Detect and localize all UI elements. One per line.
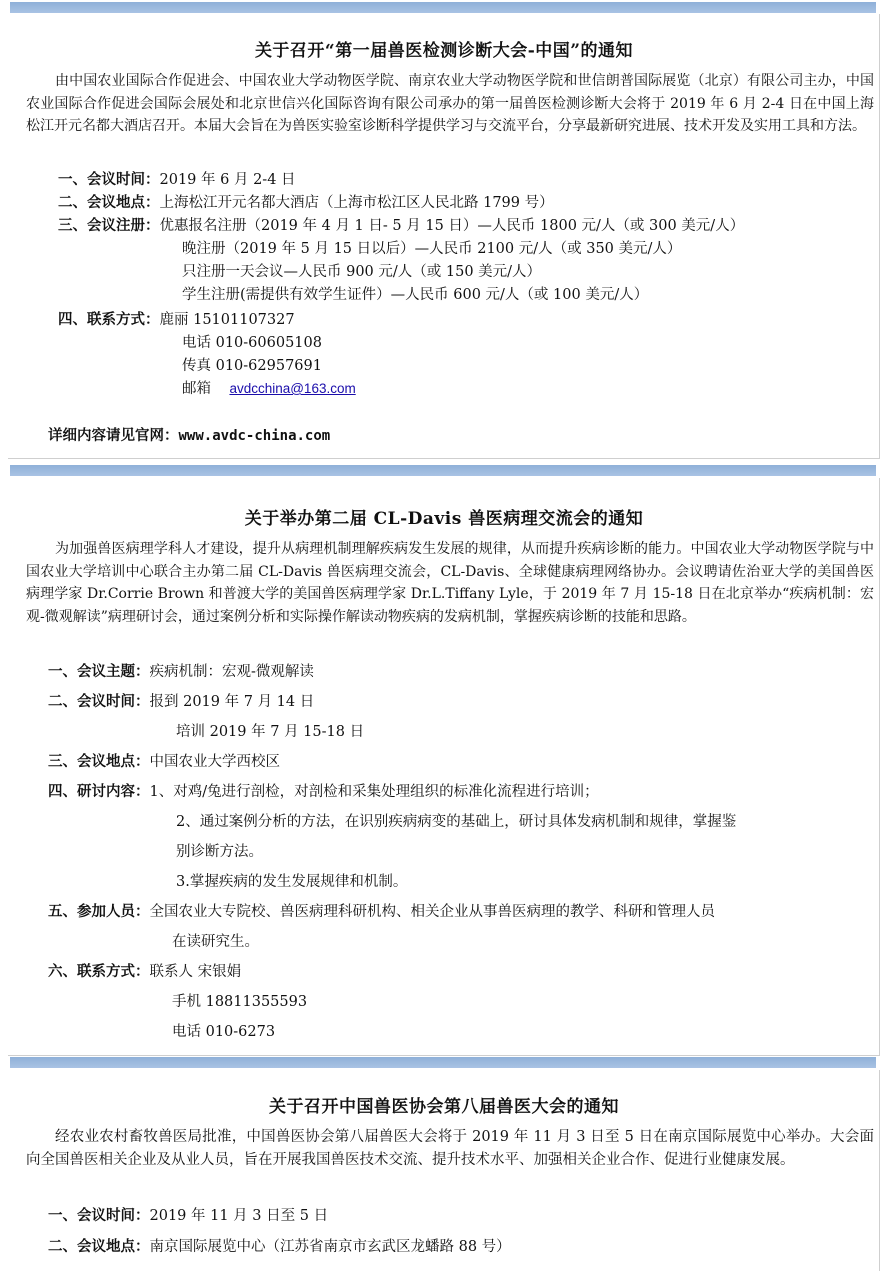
contact-name: 鹿丽 15101107327: [159, 312, 295, 328]
contact-name: 联系人 宋银娟: [149, 964, 242, 980]
field-value: 报到 2019 年 7 月 14 日: [149, 694, 315, 710]
email-label: 邮箱: [182, 381, 211, 397]
email-link[interactable]: avdcchina@163.com: [229, 381, 356, 396]
field-label: 四、联系方式：: [58, 311, 160, 328]
notice-3: [8, 1070, 880, 1271]
content-item: 3.掌握疾病的发生发展规律和机制。: [176, 874, 408, 890]
notice-title: 关于召开中国兽医协会第八届兽医大会的通知: [269, 1097, 619, 1117]
field-label: 二、会议地点：: [48, 1238, 150, 1255]
contact-phone: 电话 010-6273: [172, 1024, 276, 1040]
contact-row: [58, 308, 295, 329]
content-item: 1、对鸡/兔进行剖检，对剖检和采集处理组织的标准化流程进行培训；: [149, 784, 599, 800]
registration-row: [58, 214, 744, 235]
field-value: 疾病机制：宏观-微观解读: [149, 664, 314, 680]
field-value: 上海松江开元名都大酒店（上海市松江区人民北路 1799 号）: [159, 195, 554, 211]
website-label: 详细内容请见官网：: [48, 427, 179, 444]
contact-email-row: [182, 377, 356, 398]
registration-item: 优惠报名注册（2019 年 4 月 1 日- 5 月 15 日）—人民币 1800 元/人（或 300 美元/人）: [159, 218, 745, 234]
content-row: [48, 780, 599, 801]
website-url[interactable]: www.avdc-china.com: [178, 428, 331, 444]
registration-item: 只注册一天会议—人民币 900 元/人（或 150 美元/人）: [182, 264, 542, 280]
field-value: 南京国际展览中心（江苏省南京市玄武区龙蟠路 88 号）: [149, 1239, 511, 1255]
field-value: 全国农业大专院校、兽医病理科研机构、相关企业从事兽医病理的教学、科研和管理人员: [149, 904, 715, 920]
field-label: 二、会议地点：: [58, 194, 160, 211]
notice-intro: 由中国农业国际合作促进会、中国农业大学动物医学院、南京农业大学动物医学院和世信朗普国际展览（北京）有限公司主办，中国农业国际合作促进会国际会展处和北京世信兴化国际咨询有限公司承办的第一届兽医检测诊断大会将于 2019 年 6 月 2-4 日在中国上海松江开元名都大酒店召开。本届大会旨在为兽医实验室诊断科学提供学习与交流平台，分享最新研究进展、技术开发及实用工具和方法。: [26, 73, 874, 134]
field-value: 中国农业大学西校区: [149, 754, 280, 770]
notice-title: 关于举办第二届 CL-Davis 兽医病理交流会的通知: [244, 509, 644, 529]
meeting-place-row: [48, 1235, 511, 1256]
notice-intro: 经农业农村畜牧兽医局批准，中国兽医协会第八届兽医大会将于 2019 年 11 月 3 日至 5 日在南京国际展览中心举办。大会面向全国兽医相关企业及从业人员，旨在开展我国兽医技术交流、提升技术水平、加强相关企业合作、促进行业健康发展。: [26, 1129, 874, 1168]
field-value: 2019 年 11 月 3 日至 5 日: [149, 1208, 329, 1224]
notice-intro: 为加强兽医病理学科人才建设，提升从病理机制理解疾病发生发展的规律，从而提升疾病诊断的能力。中国农业大学动物医学院与中国农业大学培训中心联合主办第二届 CL-Davis 兽医病理交流会，CL-Davis、全球健康病理网络协办。会议聘请佐治亚大学的美国兽医病理学家 Dr.Corrie Brown 和普渡大学的美国兽医病理学家 Dr.L.Tiffany Lyle，于 2019 年 7 月 15-18 日在北京举办“疾病机制：宏观-微观解读”病理研讨会，通过案例分析和实际操作解读动物疾病的发病机制，掌握疾病诊断的技能和思路。: [26, 541, 874, 625]
contact-mobile: 手机 18811355593: [172, 994, 308, 1010]
field-value: 2019 年 6 月 2-4 日: [159, 172, 296, 188]
notice-2: [8, 478, 880, 1056]
registration-item: 晚注册（2019 年 5 月 15 日以后）—人民币 2100 元/人（或 350 美元/人）: [182, 241, 682, 257]
notice-title: 关于召开“第一届兽医检测诊断大会-中国”的通知: [254, 41, 634, 61]
meeting-theme-row: [48, 660, 314, 681]
separator-bar: [10, 2, 876, 13]
field-label: 一、会议主题：: [48, 663, 150, 680]
field-label: 六、联系方式：: [48, 963, 150, 980]
field-value: 在读研究生。: [172, 934, 259, 950]
meeting-place-row: [58, 191, 554, 212]
field-label: 一、会议时间：: [48, 1207, 150, 1224]
contact-phone: 电话 010-60605108: [182, 335, 322, 351]
meeting-place-row: [48, 750, 280, 771]
contact-row: [48, 960, 241, 981]
notice-1: [8, 14, 880, 459]
field-label: 三、会议地点：: [48, 753, 150, 770]
field-label: 三、会议注册：: [58, 217, 160, 234]
meeting-time-row: [58, 168, 296, 189]
field-label: 五、参加人员：: [48, 903, 150, 920]
meeting-time-row: [48, 690, 314, 711]
field-label: 二、会议时间：: [48, 693, 150, 710]
field-label: 四、研讨内容：: [48, 783, 150, 800]
participants-row: [48, 900, 715, 921]
separator-bar: [10, 1057, 876, 1068]
contact-fax: 传真 010-62957691: [182, 358, 322, 374]
field-value: 培训 2019 年 7 月 15-18 日: [176, 724, 365, 740]
field-label: 一、会议时间：: [58, 171, 160, 188]
content-item: 别诊断方法。: [176, 844, 263, 860]
content-item: 2、通过案例分析的方法，在识别疾病病变的基础上，研讨具体发病机制和规律，掌握鉴: [176, 814, 737, 830]
website-row: [48, 424, 330, 445]
registration-item: 学生注册(需提供有效学生证件）—人民币 600 元/人（或 100 美元/人）: [182, 287, 649, 303]
meeting-time-row: [48, 1204, 328, 1225]
separator-bar: [10, 465, 876, 476]
